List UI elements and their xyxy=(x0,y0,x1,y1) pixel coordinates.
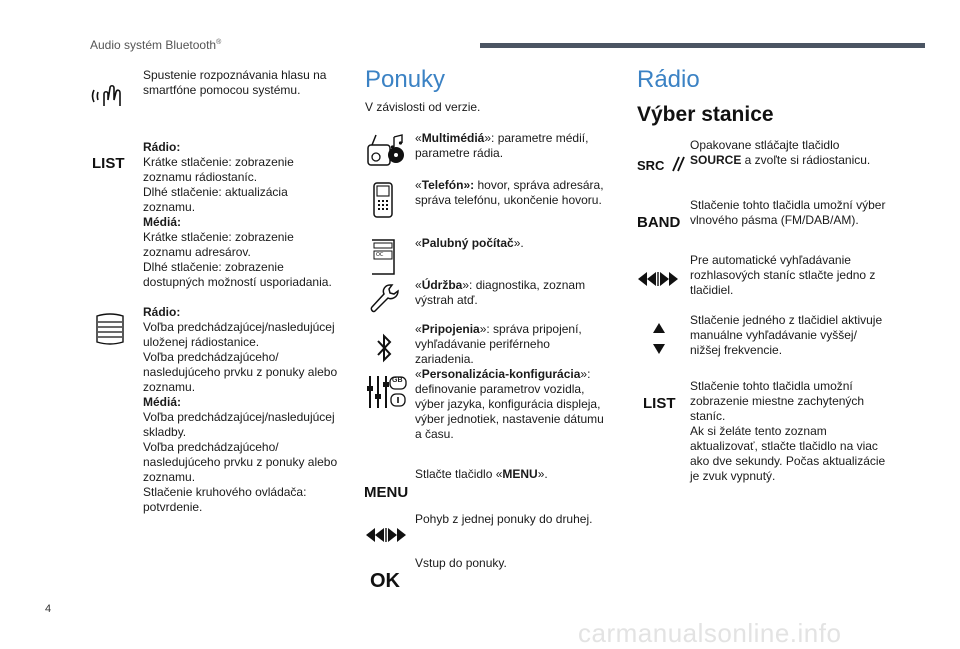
radio-select-item: Voľba predchádzajúceho/ nasledujúceho prvku z ponuky alebo zoznamu. xyxy=(143,350,338,394)
list-button-icon: LIST xyxy=(643,395,676,412)
thumbwheel-description xyxy=(143,305,343,515)
band-button-icon: BAND xyxy=(637,214,681,231)
wheel-press: Stlačenie kruhového ovládača: potvrdenie. xyxy=(143,485,307,514)
radio-heading: Rádio xyxy=(637,66,700,93)
wrench-icon xyxy=(370,283,400,315)
manual-search-text: Stlačenie jedného z tlačidiel aktivuje manuálne vyhľadávanie vyššej/ nižšej frekvencie. xyxy=(690,313,883,357)
voice-command-text: Spustenie rozpoznávania hlasu na smartfóne pomocou systému. xyxy=(143,68,327,97)
media-select-track: Voľba predchádzajúcej/nasledujúcej skladby. xyxy=(143,410,335,439)
media-label: Médiá: xyxy=(143,215,182,229)
station-selection-heading: Výber stanice xyxy=(637,103,774,126)
page-number: 4 xyxy=(45,603,52,615)
media-label: Médiá: xyxy=(143,395,182,409)
enter-menu-text: Vstup do ponuky. xyxy=(415,556,507,570)
list-text xyxy=(690,379,890,484)
menus-heading: Ponuky xyxy=(365,66,446,93)
menu-item-multimedia: «Multimédiá»: parametre médií, parametre rádia. xyxy=(415,131,589,160)
navigate-menus-text: Pohyb z jednej ponuky do druhej. xyxy=(415,512,593,526)
source-button-icon: SRC xyxy=(637,156,687,173)
menus-intro: V závislosti od verzie. xyxy=(365,100,481,114)
radio-label: Rádio: xyxy=(143,305,181,319)
radio-label: Rádio: xyxy=(143,140,181,154)
seek-arrows-icon xyxy=(637,271,679,287)
radio-short-press: Krátke stlačenie: zobrazenie zoznamu rádiostaníc. xyxy=(143,155,294,184)
list-description xyxy=(143,140,343,290)
voice-command-icon xyxy=(90,80,126,110)
seek-arrows-icon xyxy=(365,527,407,543)
media-short-press: Krátke stlačenie: zobrazenie zoznamu adresárov. xyxy=(143,230,294,259)
menu-button-text: Stlačte tlačidlo «MENU». xyxy=(415,467,548,481)
menu-item-telephone: «Telefón»: hovor, správa adresára, správa telefónu, ukončenie hovoru. xyxy=(415,178,604,207)
up-down-arrows-icon xyxy=(652,322,666,356)
svg-text:OC: OC xyxy=(376,252,384,258)
thumbwheel-icon xyxy=(95,312,125,346)
seek-text: Pre automatické vyhľadávanie rozhlasových staníc stlačte jedno z tlačidiel. xyxy=(690,253,876,297)
media-long-press: Dlhé stlačenie: zobrazenie dostupných možností usporiadania. xyxy=(143,260,332,289)
radio-select-station: Voľba predchádzajúcej/nasledujúcej uloženej rádiostanice. xyxy=(143,320,335,349)
trip-computer-icon xyxy=(368,238,398,276)
menu-item-personalisation: «Personalizácia-konfigurácia»: definovanie parametrov vozidla, výber jazyka, konfigurácia displeja, výber jednotiek, nastavenie dátumu a času. xyxy=(415,367,604,441)
band-text: Stlačenie tohto tlačidla umožní výber vlnového pásma (FM/DAB/AM). xyxy=(690,198,886,227)
section-title: Audio systém Bluetooth® xyxy=(90,38,222,52)
radio-long-press: Dlhé stlačenie: aktualizácia zoznamu. xyxy=(143,185,288,214)
menu-item-connections: «Pripojenia»: správa pripojení, vyhľadávanie periférneho zariadenia. xyxy=(415,322,582,366)
list-text-line-1: Stlačenie tohto tlačidla umožní zobrazenie miestne zachytených staníc. xyxy=(690,379,865,423)
source-text: Opakovane stláčajte tlačidlo SOURCE a zvoľte si rádiostanicu. xyxy=(690,138,871,167)
list-button-icon: LIST xyxy=(92,155,125,172)
media-select-item: Voľba predchádzajúceho/ nasledujúceho prvku z ponuky alebo zoznamu. xyxy=(143,440,338,484)
menu-item-trip-computer: «Palubný počítač». xyxy=(415,236,524,250)
language-gb-label: GB xyxy=(392,377,403,384)
telephone-icon xyxy=(373,182,393,218)
menu-button-icon: MENU xyxy=(364,484,409,501)
watermark: carmanualsonline.info xyxy=(578,618,842,648)
bluetooth-icon xyxy=(376,333,392,363)
menu-item-maintenance: «Údržba»: diagnostika, zoznam výstrah atď. xyxy=(415,278,586,307)
list-text-line-2: Ak si želáte tento zoznam aktualizovať, stlačte tlačidlo na viac ako dve sekundy. Počas aktualizácie je zvuk vypnutý. xyxy=(690,424,886,483)
ok-button-icon: OK xyxy=(370,570,400,592)
multimedia-icon xyxy=(366,133,406,169)
header-bar xyxy=(480,43,925,48)
